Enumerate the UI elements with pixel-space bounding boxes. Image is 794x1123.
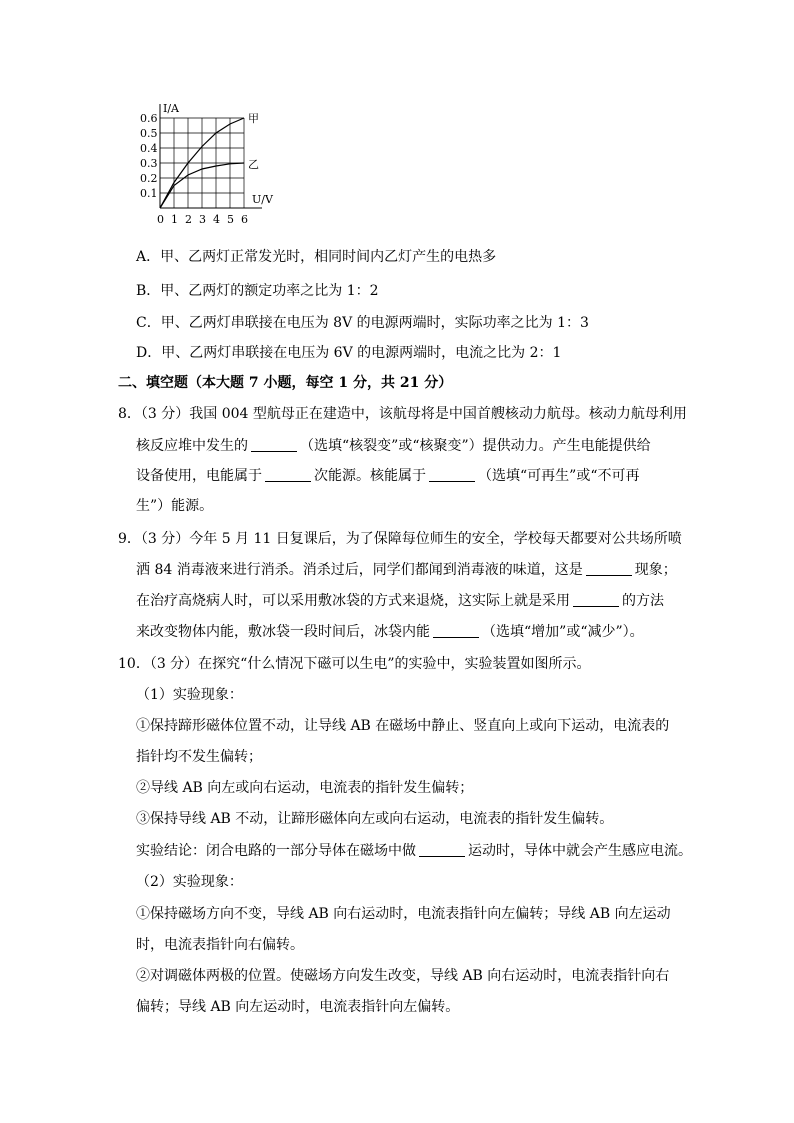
x-axis-label: U/V bbox=[252, 193, 273, 206]
q10-obs-2-2b: 偏转；导线 AB 向左运动时，电流表指针向左偏转。 bbox=[136, 999, 460, 1015]
y-tick-label: 0.3 bbox=[140, 157, 158, 170]
q10-obs-1a: ①保持蹄形磁体位置不动，让导线 AB 在磁场中静止、竖直向上或向下运动，电流表的 bbox=[136, 718, 670, 734]
x-tick-label: 5 bbox=[227, 213, 234, 226]
q8-line-1: 8．（3 分）我国 004 型航母正在建造中，该航母将是中国首艘核动力航母。核动力航母利用 bbox=[118, 406, 687, 422]
answer-blank bbox=[251, 438, 297, 452]
answer-blank bbox=[586, 562, 632, 576]
answer-blank bbox=[429, 468, 475, 482]
y-tick-label: 0.4 bbox=[140, 142, 158, 155]
q9-line-1: 9．（3 分）今年 5 月 11 日复课后，为了保障每位师生的安全，学校每天都要对公共场所喷 bbox=[118, 531, 682, 547]
q10-part-2: （2）实验现象： bbox=[136, 874, 243, 890]
y-axis-label: I/A bbox=[163, 102, 179, 115]
y-tick-label: 0.6 bbox=[140, 112, 158, 125]
q10-part-1: （1）实验现象： bbox=[136, 687, 243, 703]
answer-blank bbox=[433, 624, 479, 638]
iu-chart bbox=[130, 102, 290, 236]
x-tick-label: 3 bbox=[199, 213, 206, 226]
option-b: B．甲、乙两灯的额定功率之比为 1：2 bbox=[136, 283, 379, 299]
q9-line-4: 来改变物体内能，敷冰袋一段时间后，冰袋内能 （选填“增加”或“减少”）。 bbox=[136, 624, 644, 640]
series-label-1: 甲 bbox=[248, 112, 259, 125]
section-title: 二、填空题（本大题 7 小题，每空 1 分，共 21 分） bbox=[118, 375, 453, 391]
answer-blank bbox=[265, 468, 311, 482]
q10-obs-1b: 指针均不发生偏转； bbox=[136, 749, 262, 765]
answer-blank bbox=[419, 843, 465, 857]
q10-line-1: 10．（3 分）在探究“什么情况下磁可以生电”的实验中，实验装置如图所示。 bbox=[118, 656, 591, 672]
answer-blank bbox=[573, 593, 619, 607]
series-label-2: 乙 bbox=[248, 158, 259, 171]
q10-obs-2-1b: 时，电流表指针向右偏转。 bbox=[136, 937, 304, 953]
y-tick-label: 0.5 bbox=[140, 127, 158, 140]
x-tick-label: 0 bbox=[157, 213, 164, 226]
q10-obs-2-2a: ②对调磁体两极的位置。使磁场方向发生改变，导线 AB 向右运动时，电流表指针向右 bbox=[136, 968, 670, 984]
x-tick-label: 4 bbox=[213, 213, 220, 226]
q8-line-2: 核反应堆中发生的 （选填“核裂变”或“核聚变”）提供动力。产生电能提供给 bbox=[136, 438, 651, 454]
option-d: D．甲、乙两灯串联接在电压为 6V 的电源两端时，电流之比为 2：1 bbox=[136, 345, 562, 361]
y-tick-label: 0.2 bbox=[140, 172, 158, 185]
x-tick-label: 2 bbox=[185, 213, 192, 226]
iu-chart-svg bbox=[130, 102, 290, 236]
y-tick-label: 0.1 bbox=[140, 187, 158, 200]
q8-line-4: 生”）能源。 bbox=[136, 498, 214, 514]
q9-line-2: 洒 84 消毒液来进行消杀。消杀过后，同学们都闻到消毒液的味道，这是 现象； bbox=[136, 562, 677, 578]
q9-line-3: 在治疗高烧病人时，可以采用敷冰袋的方式来退烧，这实际上就是采用 的方法 bbox=[136, 593, 664, 609]
q10-obs-2: ②导线 AB 向左或向右运动，电流表的指针发生偏转； bbox=[136, 780, 474, 796]
q10-obs-3: ③保持导线 AB 不动，让蹄形磁体向左或向右运动，电流表的指针发生偏转。 bbox=[136, 811, 614, 827]
option-c: C．甲、乙两灯串联接在电压为 8V 的电源两端时，实际功率之比为 1：3 bbox=[136, 315, 589, 331]
x-tick-label: 6 bbox=[241, 213, 248, 226]
q10-obs-2-1a: ①保持磁场方向不变，导线 AB 向右运动时，电流表指针向左偏转；导线 AB 向左运动 bbox=[136, 906, 671, 922]
q8-line-3: 设备使用，电能属于 次能源。核能属于 （选填“可再生”或“不可再 bbox=[136, 468, 640, 484]
x-tick-label: 1 bbox=[171, 213, 178, 226]
q10-conclusion: 实验结论：闭合电路的一部分导体在磁场中做 运动时，导体中就会产生感应电流。 bbox=[136, 843, 692, 859]
option-a: A．甲、乙两灯正常发光时，相同时间内乙灯产生的电热多 bbox=[136, 249, 497, 265]
